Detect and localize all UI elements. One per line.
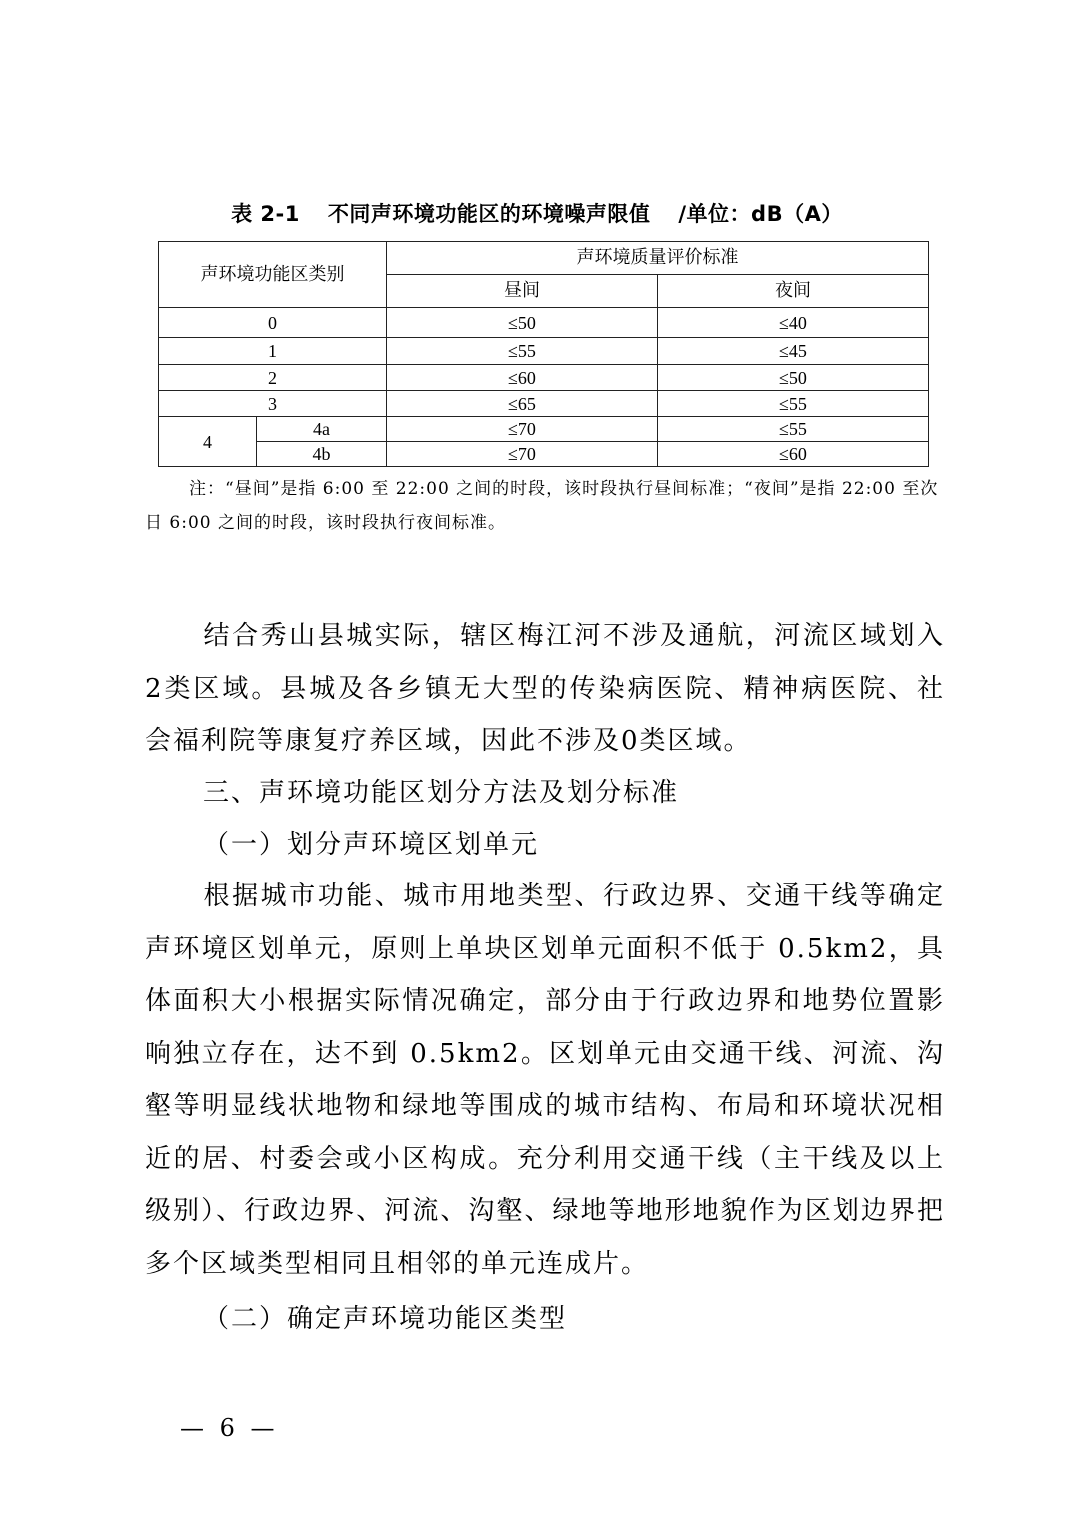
paragraph-text: 根据城市功能、城市用地类型、行政边界、交通干线等确定声环境区划单元，原则上单块区划单元面积不低于 0.5km2，具体面积大小根据实际情况确定，部分由于行政边界和地势位置影响独立存在，达不到 0.5km2。区划单元由交通干线、河流、沟壑等明显线状地物和绿地等围成的城市结构、布局和环境状况相近的居、村委会或小区构成。充分利用交通干线（主干线及以上级别）、行政边界、河流、沟壑、绿地等地形地貌作为区划边界把多个区域类型相同且相邻的单元连成片。 [145, 881, 945, 1279]
category-cell: 4 [159, 417, 257, 467]
page-number: — 6 — [180, 1414, 279, 1442]
table-row [159, 391, 929, 417]
day-cell: ≤65 [387, 391, 658, 417]
subsection-heading: （一）划分声环境区划单元 [203, 830, 540, 860]
day-cell: ≤50 [387, 308, 658, 338]
day-cell: ≤70 [387, 442, 658, 467]
day-cell: ≤60 [387, 365, 658, 391]
table-caption: 不同声环境功能区的环境噪声限值 [327, 202, 651, 226]
paragraph-river-zone [145, 610, 945, 768]
table-header-row [159, 242, 929, 275]
paragraph-zoning-unit [145, 870, 945, 1290]
category-cell: 2 [159, 365, 387, 391]
table-title [0, 198, 1074, 228]
night-cell: ≤60 [658, 442, 929, 467]
night-cell: ≤50 [658, 365, 929, 391]
paragraph-text: 结合秀山县城实际，辖区梅江河不涉及通航，河流区域划入2类区域。县城及各乡镇无大型的传染病医院、精神病医院、社会福利院等康复疗养区域，因此不涉及0类区域。 [145, 621, 945, 756]
category-cell: 3 [159, 391, 387, 417]
subsection-heading: （二）确定声环境功能区类型 [203, 1304, 568, 1334]
table-row [159, 308, 929, 338]
table-row [159, 338, 929, 365]
table-row [159, 442, 929, 467]
table-note-text: 注：“昼间”是指 6:00 至 22:00 之间的时段，该时段执行昼间标准；“夜间”是指 22:00 至次日 6:00 之间的时段，该时段执行夜间标准。 [145, 479, 939, 533]
table-note [145, 472, 945, 540]
day-cell: ≤55 [387, 338, 658, 365]
header-standard: 声环境质量评价标准 [387, 242, 929, 275]
category-cell: 0 [159, 308, 387, 338]
night-cell: ≤55 [658, 417, 929, 442]
night-cell: ≤40 [658, 308, 929, 338]
table-row [159, 365, 929, 391]
night-cell: ≤45 [658, 338, 929, 365]
table-unit: /单位：dB（A） [678, 202, 843, 226]
noise-limit-table [158, 241, 929, 467]
header-night: 夜间 [658, 275, 929, 308]
header-day: 昼间 [387, 275, 658, 308]
day-cell: ≤70 [387, 417, 658, 442]
subcategory-cell: 4a [257, 417, 387, 442]
header-category: 声环境功能区类别 [159, 242, 387, 308]
table-row [159, 417, 929, 442]
table-number: 表 2-1 [231, 202, 300, 226]
night-cell: ≤55 [658, 391, 929, 417]
section-heading: 三、声环境功能区划分方法及划分标准 [203, 778, 680, 808]
subcategory-cell: 4b [257, 442, 387, 467]
category-cell: 1 [159, 338, 387, 365]
